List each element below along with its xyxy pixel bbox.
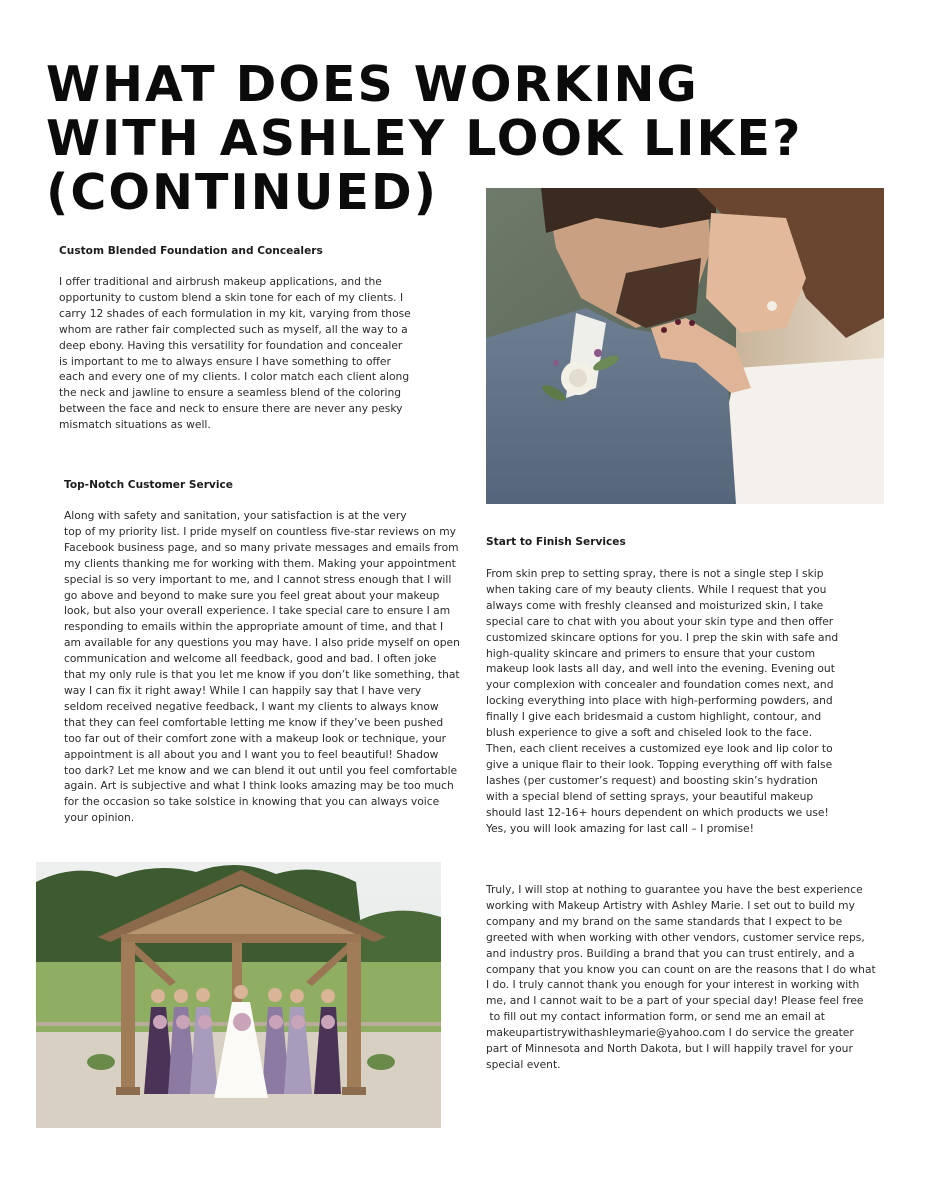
paragraph-line: that my only rule is that you let me know if you don’t like something, that <box>64 668 460 682</box>
paragraph-line: between the face and neck to ensure there are never any pesky <box>59 402 403 416</box>
paragraph-line: way I can fix it right away! While I can happily say that I have very <box>64 683 422 697</box>
paragraph-line: appointment is all about you and I want you to feel beautiful! Shadow <box>64 747 439 761</box>
paragraph-line: carry 12 shades of each formulation in my kit, varying from those <box>59 306 411 320</box>
foundation-paragraph <box>59 274 411 433</box>
paragraph-line: part of Minnesota and North Dakota, but I will happily travel for your <box>486 1042 853 1056</box>
couple-kiss-photo <box>486 188 884 504</box>
paragraph-line: lashes (per customer’s request) and boosting skin’s hydration <box>486 773 818 787</box>
paragraph-line: finally I give each bridesmaid a custom highlight, contour, and <box>486 710 822 724</box>
title-line: WHAT DOES WORKING <box>46 56 699 113</box>
paragraph-line: blush experience to give a soft and chiseled look to the face. <box>486 726 813 740</box>
paragraph-line: working with Makeup Artistry with Ashley Marie. I set out to build my <box>486 898 855 912</box>
paragraph-line: too dark? Let me know and we can blend it out until you feel comfortable <box>64 763 458 777</box>
paragraph-line: your opinion. <box>64 811 135 825</box>
paragraph-line: give a unique flair to their look. Topping everything off with false <box>486 757 833 771</box>
paragraph-line: responding to emails within the appropriate amount of time, and that I <box>64 620 444 634</box>
paragraph-line: Along with safety and sanitation, your satisfaction is at the very <box>64 509 407 522</box>
paragraph-line: mismatch situations as well. <box>59 418 211 432</box>
paragraph-line: I offer traditional and airbrush makeup applications, and the <box>59 275 382 288</box>
paragraph-line: greeted with when working with other vendors, customer service reps, <box>486 930 865 944</box>
paragraph-line: seldom received negative feedback, I want my clients to always know <box>64 699 439 713</box>
paragraph-line: makeupartistrywithashleymarie@yahoo.com I do service the greater <box>486 1026 854 1040</box>
paragraph-line: the neck and jawline to ensure a seamless blend of the coloring <box>59 386 402 400</box>
bridal-party-photo <box>36 862 441 1128</box>
paragraph-line: look, but also your overall experience. I take special care to ensure I am <box>64 604 451 618</box>
paragraph-line: with a special blend of setting sprays, your beautiful makeup <box>486 789 814 803</box>
paragraph-line: again. Art is subjective and what I think looks amazing may be too much <box>64 779 454 793</box>
paragraph-line: too far out of their comfort zone with a makeup look or technique, your <box>64 731 447 745</box>
paragraph-line: From skin prep to setting spray, there is not a single step I skip <box>486 567 824 580</box>
paragraph-line: am available for any questions you may have. I also pride myself on open <box>64 636 460 650</box>
title-line: (CONTINUED) <box>46 164 439 221</box>
paragraph-line: I do. I truly cannot thank you enough for your interest in working with <box>486 978 860 992</box>
paragraph-line: me, and I cannot wait to be a part of your special day! Please feel free <box>486 994 864 1008</box>
paragraph-line: always come with freshly cleansed and moisturized skin, I take <box>486 598 824 612</box>
paragraph-line: deep ebony. Having this versatility for foundation and concealer <box>59 338 403 352</box>
paragraph-line: Facebook business page, and so many private messages and emails from <box>64 540 459 554</box>
paragraph-line: your complexion with concealer and foundation comes next, and <box>486 678 834 692</box>
paragraph-line: go above and beyond to make sure you feel great about your makeup <box>64 588 440 602</box>
paragraph-line: locking everything into place with high-performing powders, and <box>486 694 833 708</box>
title-line: WITH ASHLEY LOOK LIKE? <box>46 110 803 167</box>
paragraph-line: high-quality skincare and primers to ensure that your custom <box>486 646 816 660</box>
start-to-finish-heading: Start to Finish Services <box>486 536 626 548</box>
paragraph-line: opportunity to custom blend a skin tone for each of my clients. I <box>59 290 404 304</box>
paragraph-line: customized skincare options for you. I prep the skin with safe and <box>486 630 839 644</box>
paragraph-line: for the occasion so take solstice in knowing that you can always voice <box>64 795 440 809</box>
paragraph-line: makeup look lasts all day, and well into the evening. Evening out <box>486 662 835 676</box>
paragraph-line: when taking care of my beauty clients. While I request that you <box>486 582 827 596</box>
paragraph-line: special care to chat with you about your skin type and then offer <box>486 614 834 628</box>
paragraph-line: is important to me to always ensure I have something to offer <box>59 354 391 368</box>
paragraph-line: special event. <box>486 1057 561 1071</box>
customer-service-heading: Top-Notch Customer Service <box>64 479 233 491</box>
paragraph-line: communication and welcome all feedback, good and bad. I often joke <box>64 652 437 666</box>
paragraph-line: company that you know you can count on are the reasons that I do what <box>486 962 876 976</box>
paragraph-line: company and my brand on the same standards that I expect to be <box>486 914 843 928</box>
paragraph-line: should last 12-16+ hours dependent on which products we use! <box>486 805 829 819</box>
paragraph-line: each and every one of my clients. I color match each client along <box>59 370 410 384</box>
paragraph-line: to fill out my contact information form, or send me an email at <box>486 1010 825 1024</box>
paragraph-line: special is so very important to me, and I cannot stress enough that I will <box>64 572 452 586</box>
paragraph-line: that they can feel comfortable letting me know if they’ve been pushed <box>64 715 444 729</box>
closing-paragraph <box>486 882 876 1073</box>
paragraph-line: Then, each client receives a customized eye look and lip color to <box>486 741 833 755</box>
foundation-heading: Custom Blended Foundation and Concealers <box>59 245 323 257</box>
paragraph-line: Yes, you will look amazing for last call – I promise! <box>486 821 754 835</box>
customer-service-paragraph <box>64 508 460 826</box>
paragraph-line: Truly, I will stop at nothing to guarantee you have the best experience <box>486 883 863 896</box>
paragraph-line: my clients thanking me for working with them. Making your appointment <box>64 556 456 570</box>
paragraph-line: and industry pros. Building a brand that you can trust entirely, and a <box>486 946 855 960</box>
start-to-finish-paragraph <box>486 566 838 836</box>
paragraph-line: whom are rather fair complected such as myself, all the way to a <box>59 322 408 336</box>
paragraph-line: top of my priority list. I pride myself on countless five-star reviews on my <box>64 524 456 538</box>
